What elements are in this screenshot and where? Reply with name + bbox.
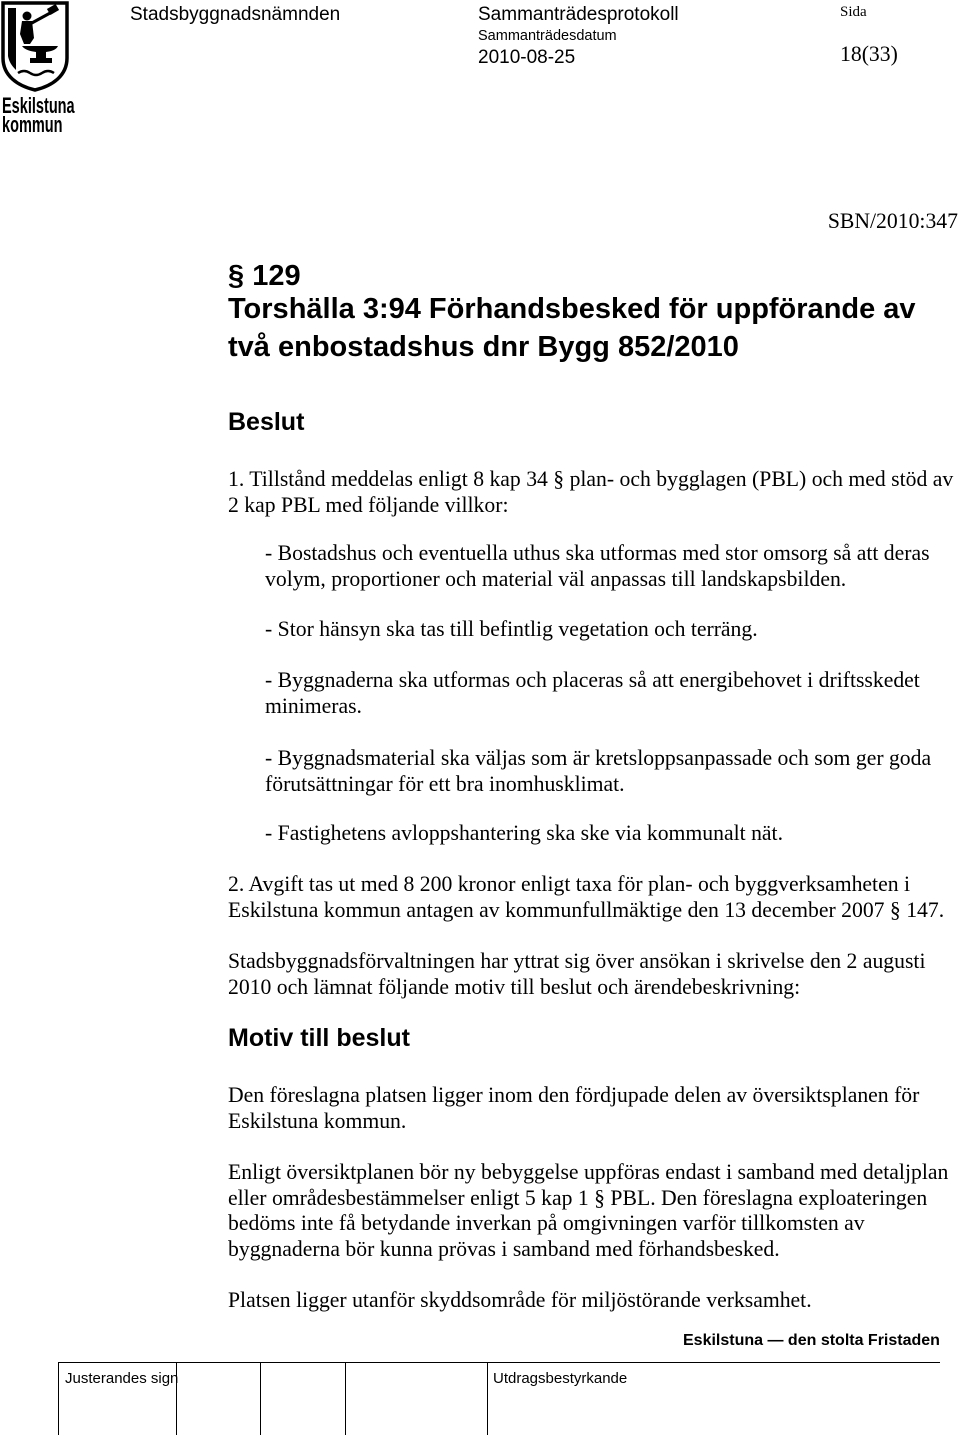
page-number: 18(33)	[840, 42, 898, 66]
paragraph-line: 2 kap PBL med följande villkor:	[228, 492, 509, 517]
section-number: 129	[252, 260, 301, 292]
decision-item-2	[228, 872, 944, 923]
motivation-heading: Motiv till beslut	[228, 1024, 410, 1052]
footer-slogan: Eskilstuna — den stolta Fristaden	[683, 1332, 940, 1349]
condition-line: - Stor hänsyn ska tas till befintlig vegetation och terräng.	[265, 617, 758, 641]
table-divider	[487, 1363, 488, 1435]
signature-label: Justerandes sign	[65, 1370, 179, 1387]
motivation-paragraph-2	[228, 1160, 948, 1262]
condition-line: förutsättningar för ett bra inomhusklimat.	[265, 771, 625, 796]
paragraph-line: Platsen ligger utanför skyddsområde för miljöstörande verksamhet.	[228, 1288, 812, 1312]
paragraph-line: bedöms inte få betydande inverkan på omgivningen varför tillkomsten av	[228, 1211, 865, 1235]
logo-name: Eskilstuna	[2, 93, 75, 118]
condition-line: - Byggnaderna ska utformas och placeras så att energibehovet i driftsskedet	[265, 668, 920, 692]
footer-signature-table	[58, 1362, 940, 1435]
case-title-line: två enbostadshus dnr Bygg 852/2010	[228, 331, 739, 363]
document-type: Sammanträdesprotokoll	[478, 4, 679, 25]
condition-line: - Byggnadsmaterial ska väljas som är kretsloppsanpassade och som ger goda	[265, 746, 932, 770]
paragraph-line: Eskilstuna kommun.	[228, 1108, 407, 1133]
decision-heading: Beslut	[228, 408, 305, 436]
table-divider	[58, 1363, 59, 1435]
motivation-paragraph-3	[228, 1288, 812, 1314]
paragraph-line: Eskilstuna kommun antagen av kommunfullmäktige den 13 december 2007 § 147.	[228, 897, 945, 922]
table-divider	[260, 1363, 261, 1435]
section-symbol: §	[228, 260, 245, 292]
paragraph-line: Den föreslagna platsen ligger inom den fördjupade delen av översiktsplanen för	[228, 1083, 920, 1107]
condition-line: - Fastighetens avloppshantering ska ske via kommunalt nät.	[265, 821, 783, 845]
paragraph-line: byggnaderna bör kunna prövas i samband med förhandsbesked.	[228, 1236, 780, 1261]
paragraph-line: 2010 och lämnat följande motiv till beslut och ärendebeskrivning:	[228, 974, 801, 999]
condition-line: minimeras.	[265, 693, 362, 718]
motivation-paragraph-1	[228, 1083, 919, 1134]
smith-head	[23, 12, 32, 21]
municipality-logo	[0, 0, 76, 137]
paragraph-line: 2. Avgift tas ut med 8 200 kronor enligt taxa för plan- och byggverksamheten i	[228, 872, 910, 896]
condition-5	[265, 821, 783, 847]
condition-1	[265, 541, 930, 592]
meeting-date: 2010-08-25	[478, 47, 576, 68]
coat-of-arms-icon	[0, 0, 70, 92]
paragraph-line: 1. Tillstånd meddelas enligt 8 kap 34 § plan- och bygglagen (PBL) och med stöd av	[228, 467, 954, 491]
paragraph-line: Enligt översiktplanen bör ny bebyggelse uppföras endast i samband med detaljplan	[228, 1160, 949, 1184]
meeting-date-label: Sammanträdesdatum	[478, 28, 617, 44]
condition-line: - Bostadshus och eventuella uthus ska utformas med stor omsorg så att deras	[265, 541, 930, 565]
condition-line: volym, proportioner och material väl anpassas till landskapsbilden.	[265, 566, 847, 591]
logo-subname: kommun	[2, 112, 63, 137]
decision-item-1	[228, 467, 953, 518]
paragraph-line: Stadsbyggnadsförvaltningen har yttrat sig över ansökan i skrivelse den 2 augusti	[228, 949, 926, 973]
condition-3	[265, 668, 920, 719]
committee-name: Stadsbyggnadsnämnden	[130, 4, 341, 25]
extract-certification-label: Utdragsbestyrkande	[493, 1370, 628, 1387]
condition-2	[265, 617, 758, 643]
condition-4	[265, 746, 931, 797]
case-title-line: Torshälla 3:94 Förhandsbesked för uppförande av	[228, 293, 916, 325]
paragraph-line: eller områdesbestämmelser enligt 5 kap 1 § PBL. Den föreslagna exploateringen	[228, 1185, 928, 1210]
page-label: Sida	[840, 4, 867, 20]
intro-paragraph	[228, 949, 925, 1000]
case-number: SBN/2010:347	[827, 209, 958, 233]
case-title	[228, 290, 916, 366]
table-divider	[345, 1363, 346, 1435]
